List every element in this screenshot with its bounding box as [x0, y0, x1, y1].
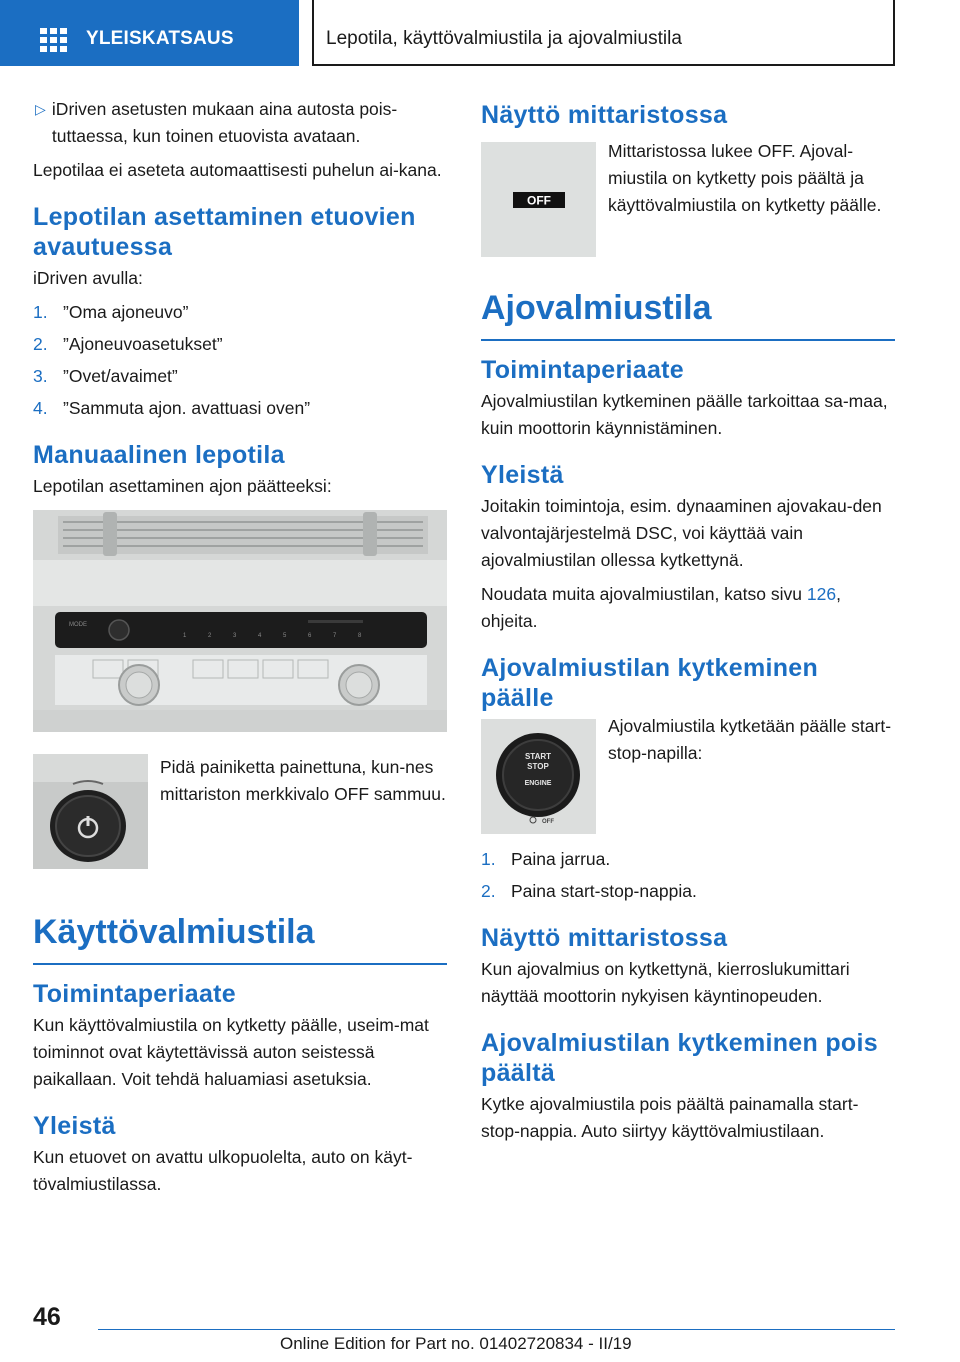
- section-heading: Ajovalmiustilan kytkeminen päälle: [481, 654, 819, 712]
- list-item: 4. ”Sammuta ajon. avattuasi oven”: [33, 398, 311, 418]
- start-caption: Ajovalmiustila kytketään päälle start-stop-napilla:: [608, 716, 892, 763]
- svg-text:START: START: [524, 752, 552, 761]
- knob-figure-row: [33, 754, 447, 869]
- right-column: [481, 100, 895, 1152]
- list-item: 1. Paina jarrua.: [481, 849, 611, 869]
- svg-text:STOP: STOP: [527, 762, 549, 771]
- off-display-image: [481, 142, 596, 257]
- power-knob-image: [33, 754, 148, 869]
- paragraph: Ajovalmiustilan kytkeminen päälle tarkoittaa sa-maa, kuin moottorin käynnistäminen.: [481, 391, 888, 438]
- svg-text:8: 8: [358, 633, 362, 639]
- bullet-item: [33, 96, 447, 150]
- svg-text:OFF: OFF: [542, 819, 554, 825]
- idrive-steps: [33, 299, 447, 422]
- breadcrumb: [312, 0, 895, 66]
- bullet-text: iDriven asetusten mukaan aina autosta pois-tuttaessa, kun toinen etuovista avataan.: [51, 99, 398, 146]
- list-item: 1. ”Oma ajoneuvo”: [33, 302, 189, 322]
- knob-caption: Pidä painiketta painettuna, kun-nes mittariston merkkivalo OFF sammuu.: [160, 757, 446, 804]
- triangle-bullet-icon: ▷: [35, 101, 46, 117]
- paragraph: Kun ajovalmius on kytkettynä, kierroslukumittari näyttää moottorin nykyisen käyntinopeuden.: [481, 959, 850, 1006]
- paragraph: Kun etuovet on avattu ulkopuolelta, auto on käyt-tövalmiustilassa.: [33, 1147, 413, 1194]
- svg-text:3: 3: [233, 633, 237, 639]
- section-heading: Näyttö mittaristossa: [481, 924, 728, 952]
- paragraph: Lepotilaa ei aseteta automaattisesti puhelun ai-kana.: [33, 160, 442, 180]
- start-stop-button-image: [481, 719, 596, 834]
- section-heading: Yleistä: [33, 1112, 116, 1140]
- breadcrumb-label: Lepotila, käyttövalmiustila ja ajovalmiustila: [326, 28, 682, 49]
- page-number: 46: [33, 1303, 61, 1331]
- start-figure-row: [481, 716, 895, 834]
- footer-edition: Online Edition for Part no. 01402720834 - II/19: [280, 1334, 632, 1353]
- section-heading: Lepotilan asettaminen etuovien avautuessa: [33, 203, 416, 261]
- overview-tab[interactable]: [0, 0, 299, 66]
- section-heading: Ajovalmiustilan kytkeminen pois päältä: [481, 1029, 878, 1087]
- svg-text:7: 7: [333, 633, 337, 639]
- svg-text:4: 4: [258, 633, 262, 639]
- list-item: 2. Paina start-stop-nappia.: [481, 881, 697, 901]
- dashboard-console-image: [33, 510, 447, 732]
- section-heading: Näyttö mittaristossa: [481, 101, 728, 129]
- section-heading: Manuaalinen lepotila: [33, 441, 285, 469]
- off-figure-row: [481, 142, 895, 257]
- footer-divider: [98, 1329, 895, 1330]
- paragraph: Joitakin toimintoja, esim. dynaaminen ajovakau-den valvontajärjestelmä DSC, voi käyttää vain ajovalmiustilan ollessa kytkettynä.: [481, 496, 882, 570]
- off-label: OFF: [527, 193, 551, 208]
- paragraph: Kun käyttövalmiustila on kytketty päälle, useim-mat toiminnot ovat käytettävissä auton seistessä paikallaan. Voit tehdä haluamiasi asetuksia.: [33, 1015, 429, 1089]
- svg-text:MODE: MODE: [69, 622, 87, 628]
- page-header: [0, 0, 960, 66]
- section-heading: Toimintaperiaate: [33, 980, 236, 1008]
- section-heading: Yleistä: [481, 461, 564, 489]
- paragraph: Noudata muita ajovalmiustilan, katso sivu 126, ohjeita.: [481, 584, 841, 631]
- grid-icon: [40, 28, 68, 50]
- svg-text:1: 1: [183, 633, 187, 639]
- list-item: 3. ”Ovet/avaimet”: [33, 366, 178, 386]
- page-reference-link[interactable]: 126: [806, 584, 837, 604]
- svg-text:5: 5: [283, 633, 287, 639]
- overview-tab-label: YLEISKATSAUS: [86, 28, 234, 49]
- paragraph: iDriven avulla:: [33, 268, 143, 288]
- svg-text:2: 2: [208, 633, 212, 639]
- paragraph: Kytke ajovalmiustila pois päältä painamalla start-stop-nappia. Auto siirtyy käyttövalmiustilaan.: [481, 1094, 859, 1141]
- svg-text:ENGINE: ENGINE: [524, 780, 552, 787]
- section-heading: Toimintaperiaate: [481, 356, 684, 384]
- start-steps: [481, 846, 895, 905]
- off-caption: Mittaristossa lukee OFF. Ajoval-miustila on kytketty pois päältä ja käyttövalmiustila on kytketty päälle.: [608, 141, 882, 215]
- paragraph: Lepotilan asettaminen ajon päätteeksi:: [33, 476, 332, 496]
- chapter-heading: Käyttövalmiustila: [33, 911, 447, 965]
- list-item: 2. ”Ajoneuvoasetukset”: [33, 334, 223, 354]
- svg-text:6: 6: [308, 633, 312, 639]
- chapter-heading: Ajovalmiustila: [481, 287, 895, 341]
- left-column: [33, 96, 447, 1205]
